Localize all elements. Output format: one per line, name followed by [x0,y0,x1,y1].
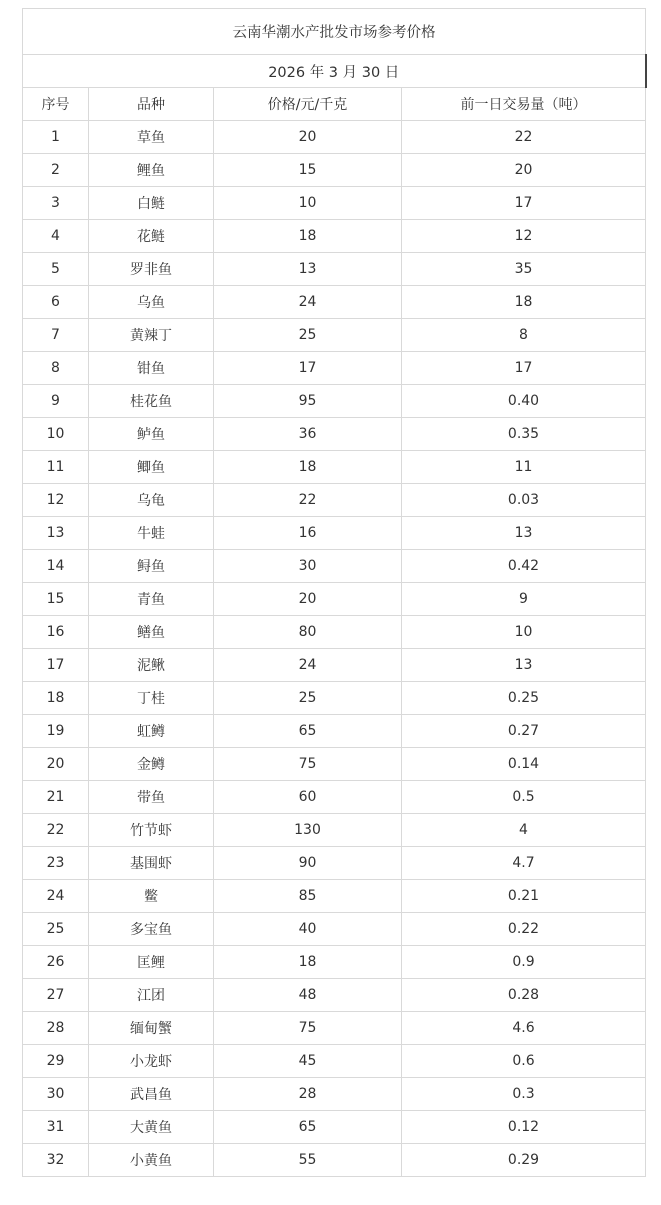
row-number: 8 [23,352,89,385]
table-row [23,880,646,913]
volume-value: 4.6 [402,1012,646,1045]
volume-value: 20 [402,154,646,187]
table-row [23,1012,646,1045]
price-value: 18 [214,946,402,979]
row-number: 13 [23,517,89,550]
row-number: 31 [23,1111,89,1144]
price-value: 95 [214,385,402,418]
volume-value: 0.3 [402,1078,646,1111]
table-date: 2026 年 3 月 30 日 [23,55,646,88]
volume-value: 0.6 [402,1045,646,1078]
row-number: 4 [23,220,89,253]
species-name: 鲈鱼 [89,418,214,451]
row-number: 30 [23,1078,89,1111]
price-value: 85 [214,880,402,913]
row-number: 21 [23,781,89,814]
table-row [23,121,646,154]
price-value: 90 [214,847,402,880]
species-name: 小龙虾 [89,1045,214,1078]
table-title: 云南华潮水产批发市场参考价格 [23,9,646,55]
volume-value: 0.29 [402,1144,646,1177]
row-number: 22 [23,814,89,847]
row-number: 11 [23,451,89,484]
price-value: 20 [214,121,402,154]
species-name: 花鲢 [89,220,214,253]
species-name: 带鱼 [89,781,214,814]
table-row [23,979,646,1012]
volume-value: 13 [402,649,646,682]
row-number: 25 [23,913,89,946]
volume-value: 0.21 [402,880,646,913]
table-row [23,187,646,220]
species-name: 金鳟 [89,748,214,781]
price-value: 17 [214,352,402,385]
volume-value: 12 [402,220,646,253]
price-value: 15 [214,154,402,187]
species-name: 泥鳅 [89,649,214,682]
species-name: 钳鱼 [89,352,214,385]
species-name: 鲤鱼 [89,154,214,187]
row-number: 20 [23,748,89,781]
table-row [23,220,646,253]
price-value: 10 [214,187,402,220]
table-row [23,253,646,286]
volume-value: 0.22 [402,913,646,946]
row-number: 28 [23,1012,89,1045]
price-sheet [22,8,645,1177]
species-name: 大黄鱼 [89,1111,214,1144]
table-row [23,418,646,451]
price-value: 13 [214,253,402,286]
row-number: 10 [23,418,89,451]
row-number: 12 [23,484,89,517]
table-row [23,550,646,583]
species-name: 武昌鱼 [89,1078,214,1111]
table-row [23,1078,646,1111]
price-value: 24 [214,649,402,682]
species-name: 白鲢 [89,187,214,220]
table-row [23,748,646,781]
volume-value: 0.03 [402,484,646,517]
volume-value: 8 [402,319,646,352]
species-name: 缅甸蟹 [89,1012,214,1045]
row-number: 14 [23,550,89,583]
volume-value: 9 [402,583,646,616]
volume-value: 22 [402,121,646,154]
volume-value: 13 [402,517,646,550]
row-number: 24 [23,880,89,913]
header-volume: 前一日交易量（吨） [402,88,646,121]
volume-value: 0.12 [402,1111,646,1144]
species-name: 多宝鱼 [89,913,214,946]
table-row [23,583,646,616]
price-value: 18 [214,220,402,253]
price-value: 75 [214,748,402,781]
price-value: 65 [214,1111,402,1144]
species-name: 虹鳟 [89,715,214,748]
row-number: 2 [23,154,89,187]
title-row [23,9,646,55]
volume-value: 0.5 [402,781,646,814]
row-number: 32 [23,1144,89,1177]
species-name: 竹节虾 [89,814,214,847]
price-value: 130 [214,814,402,847]
row-number: 1 [23,121,89,154]
header-price: 价格/元/千克 [214,88,402,121]
price-value: 40 [214,913,402,946]
volume-value: 0.28 [402,979,646,1012]
volume-value: 0.27 [402,715,646,748]
price-value: 80 [214,616,402,649]
price-value: 55 [214,1144,402,1177]
price-table [22,8,647,1177]
header-row [23,88,646,121]
table-row [23,1045,646,1078]
row-number: 17 [23,649,89,682]
price-value: 45 [214,1045,402,1078]
row-number: 6 [23,286,89,319]
price-value: 60 [214,781,402,814]
price-value: 18 [214,451,402,484]
volume-value: 35 [402,253,646,286]
table-row [23,385,646,418]
table-row [23,847,646,880]
volume-value: 10 [402,616,646,649]
row-number: 3 [23,187,89,220]
table-row [23,451,646,484]
price-value: 25 [214,682,402,715]
table-row [23,352,646,385]
price-value: 25 [214,319,402,352]
row-number: 18 [23,682,89,715]
header-no: 序号 [23,88,89,121]
volume-value: 0.35 [402,418,646,451]
table-row [23,715,646,748]
volume-value: 0.40 [402,385,646,418]
table-row [23,286,646,319]
price-value: 36 [214,418,402,451]
species-name: 匡鲤 [89,946,214,979]
species-name: 丁桂 [89,682,214,715]
species-name: 牛蛙 [89,517,214,550]
row-number: 27 [23,979,89,1012]
species-name: 青鱼 [89,583,214,616]
species-name: 小黄鱼 [89,1144,214,1177]
volume-value: 0.25 [402,682,646,715]
volume-value: 17 [402,187,646,220]
price-value: 22 [214,484,402,517]
price-value: 65 [214,715,402,748]
species-name: 基围虾 [89,847,214,880]
row-number: 19 [23,715,89,748]
price-value: 24 [214,286,402,319]
species-name: 乌龟 [89,484,214,517]
table-row [23,913,646,946]
volume-value: 0.42 [402,550,646,583]
volume-value: 0.14 [402,748,646,781]
price-value: 20 [214,583,402,616]
table-row [23,616,646,649]
species-name: 鳖 [89,880,214,913]
row-number: 5 [23,253,89,286]
price-value: 75 [214,1012,402,1045]
row-number: 15 [23,583,89,616]
table-row [23,517,646,550]
price-value: 16 [214,517,402,550]
table-row [23,319,646,352]
header-name: 品种 [89,88,214,121]
volume-value: 4.7 [402,847,646,880]
volume-value: 4 [402,814,646,847]
price-value: 48 [214,979,402,1012]
volume-value: 17 [402,352,646,385]
date-row [23,55,646,88]
species-name: 草鱼 [89,121,214,154]
row-number: 7 [23,319,89,352]
table-row [23,946,646,979]
table-row [23,484,646,517]
table-row [23,781,646,814]
species-name: 桂花鱼 [89,385,214,418]
table-row [23,154,646,187]
species-name: 鲟鱼 [89,550,214,583]
volume-value: 11 [402,451,646,484]
species-name: 罗非鱼 [89,253,214,286]
table-row [23,649,646,682]
row-number: 26 [23,946,89,979]
table-row [23,814,646,847]
row-number: 29 [23,1045,89,1078]
species-name: 鳝鱼 [89,616,214,649]
row-number: 16 [23,616,89,649]
volume-value: 0.9 [402,946,646,979]
species-name: 鲫鱼 [89,451,214,484]
table-row [23,682,646,715]
price-value: 30 [214,550,402,583]
species-name: 黄辣丁 [89,319,214,352]
table-row [23,1144,646,1177]
row-number: 23 [23,847,89,880]
volume-value: 18 [402,286,646,319]
table-row [23,1111,646,1144]
price-value: 28 [214,1078,402,1111]
species-name: 江团 [89,979,214,1012]
row-number: 9 [23,385,89,418]
species-name: 乌鱼 [89,286,214,319]
